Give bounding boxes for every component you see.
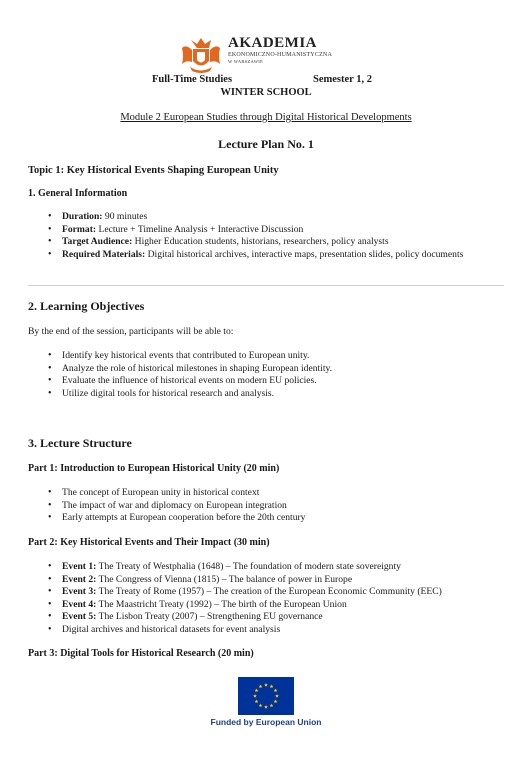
eu-star-icon — [275, 694, 279, 698]
list-item: • Analyze the role of historical milestones in shaping European identity. — [28, 363, 332, 376]
eu-star-icon — [259, 684, 263, 688]
eu-stars-icon — [238, 677, 294, 715]
eu-star-icon — [270, 684, 274, 688]
list-item: • Event 1: The Treaty of Westphalia (1648) – The foundation of modern state sovereignty — [28, 561, 442, 574]
learning-objectives-list — [28, 350, 332, 400]
university-logo — [178, 34, 332, 74]
general-info-list — [28, 211, 463, 261]
list-item: • Format: Lecture + Timeline Analysis + Interactive Discussion — [28, 224, 463, 237]
list-item: • Evaluate the influence of historical events on modern EU policies. — [28, 375, 332, 388]
list-item: • Digital archives and historical datasets for event analysis — [28, 624, 442, 637]
semester: Semester 1, 2 — [313, 74, 372, 85]
part1-list — [28, 487, 305, 525]
eu-star-icon — [264, 705, 268, 709]
eu-star-icon — [255, 689, 259, 693]
eu-star-icon — [270, 704, 274, 708]
part2-list — [28, 561, 442, 636]
crest-logo-icon — [178, 34, 224, 74]
eu-star-icon — [274, 689, 278, 693]
section-divider — [28, 285, 504, 286]
eu-star-icon — [264, 683, 268, 687]
list-item: • Event 3: The Treaty of Rome (1957) – The creation of the European Economic Community (EEC) — [28, 586, 442, 599]
eu-star-icon — [255, 700, 259, 704]
list-item: • Utilize digital tools for historical research and analysis. — [28, 388, 332, 401]
topic-heading: Topic 1: Key Historical Events Shaping European Unity — [28, 165, 279, 176]
list-item: • Required Materials: Digital historical archives, interactive maps, presentation slides, policy documents — [28, 249, 463, 262]
list-item: • Duration: 90 minutes — [28, 211, 463, 224]
list-item: • The concept of European unity in historical context — [28, 487, 305, 500]
funding-statement: Funded by European Union — [210, 717, 322, 727]
study-mode: Full-Time Studies — [152, 74, 233, 85]
list-item: • Event 2: The Congress of Vienna (1815) – The balance of power in Europe — [28, 574, 442, 587]
list-item: • Identify key historical events that contributed to European unity. — [28, 350, 332, 363]
logo-subtitle: EKONOMICZNO-HUMANISTYCZNA — [228, 52, 332, 58]
logo-location: W WARSZAWIE — [228, 59, 264, 64]
eu-star-icon — [253, 694, 257, 698]
learning-objectives-intro: By the end of the session, participants will be able to: — [28, 326, 234, 337]
module-title: Module 2 European Studies through Digital Historical Developments — [120, 112, 412, 123]
list-item: • The impact of war and diplomacy on European integration — [28, 500, 305, 513]
eu-flag-icon — [238, 677, 294, 715]
part2-heading: Part 2: Key Historical Events and Their Impact (30 min) — [28, 537, 270, 548]
part3-heading: Part 3: Digital Tools for Historical Research (20 min) — [28, 648, 254, 659]
logo-wordmark: AKADEMIA — [228, 35, 317, 51]
learning-objectives-heading: 2. Learning Objectives — [28, 299, 145, 313]
eu-star-icon — [274, 700, 278, 704]
general-info-heading: 1. General Information — [28, 188, 128, 199]
list-item: • Target Audience: Higher Education students, historians, researchers, policy analysts — [28, 236, 463, 249]
list-item: • Event 5: The Lisbon Treaty (2007) – Strengthening EU governance — [28, 611, 442, 624]
list-item: • Event 4: The Maastricht Treaty (1992) – The birth of the European Union — [28, 599, 442, 612]
list-item: • Early attempts at European cooperation before the 20th century — [28, 512, 305, 525]
lecture-structure-heading: 3. Lecture Structure — [28, 436, 132, 450]
lecture-title: Lecture Plan No. 1 — [218, 137, 314, 151]
school-name: WINTER SCHOOL — [220, 87, 312, 98]
eu-star-icon — [259, 704, 263, 708]
part1-heading: Part 1: Introduction to European Historical Unity (20 min) — [28, 463, 280, 474]
